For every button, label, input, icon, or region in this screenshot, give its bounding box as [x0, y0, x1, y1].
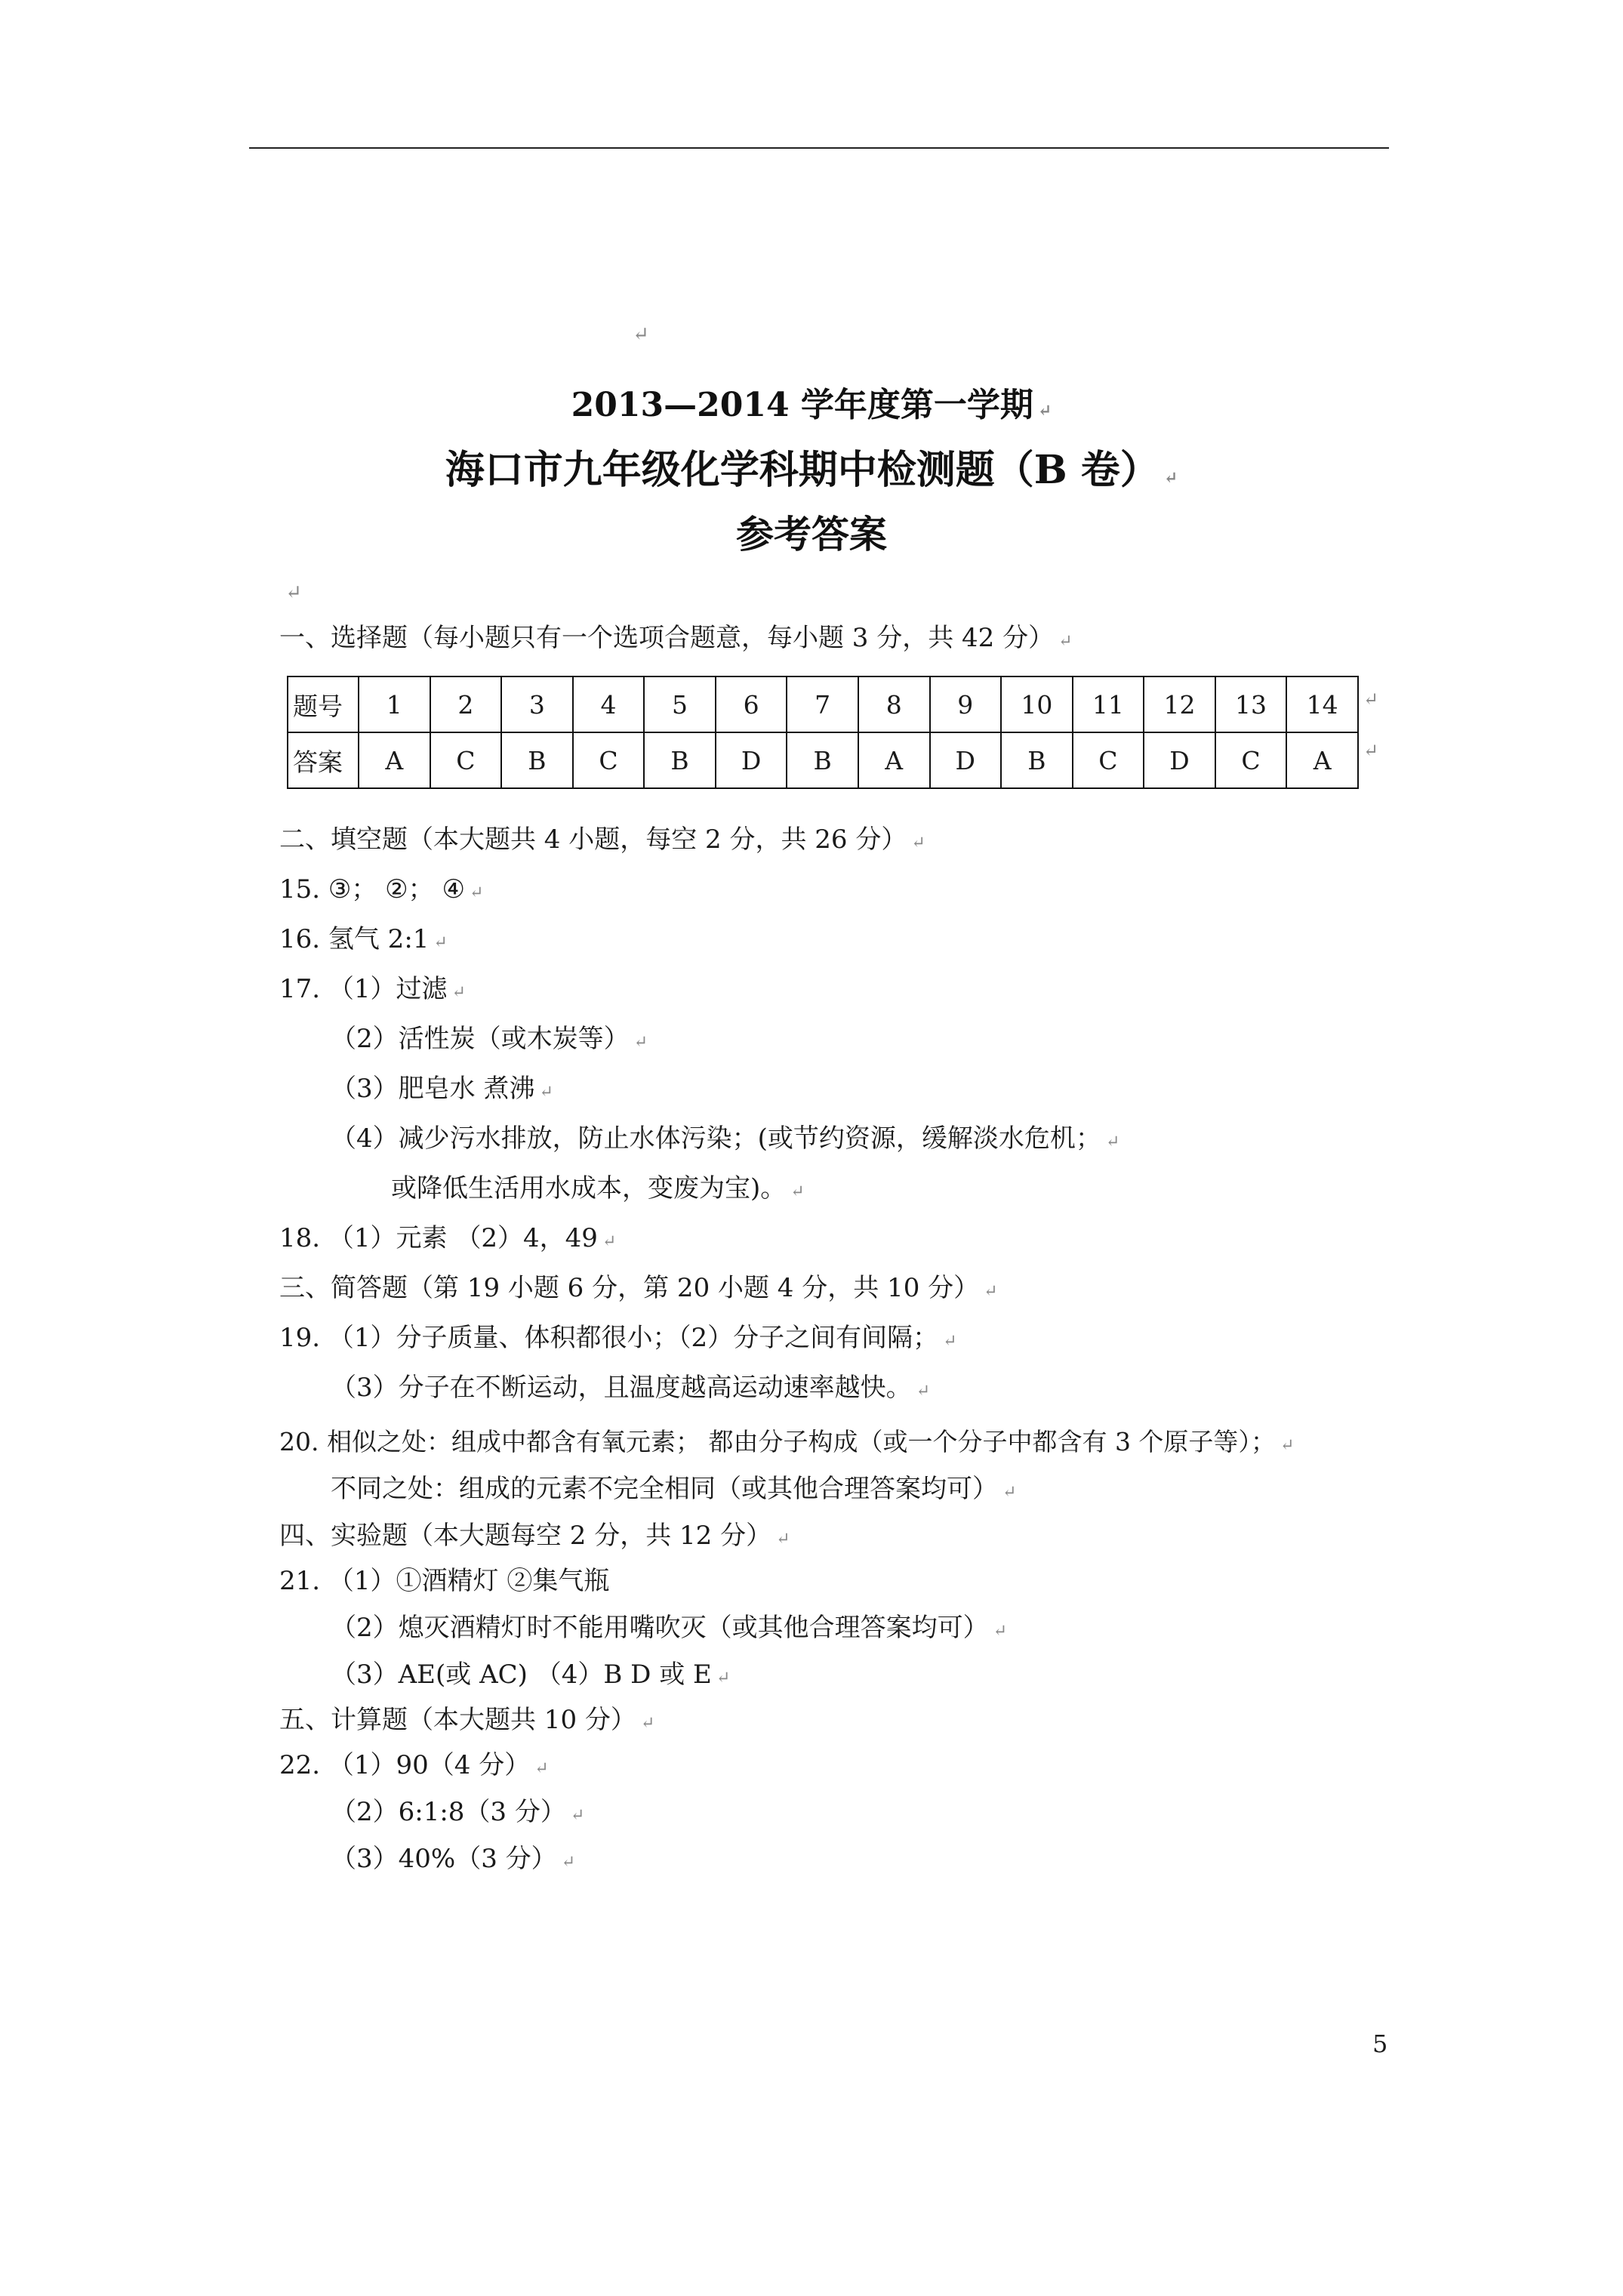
table-cell: A: [858, 732, 930, 788]
table-cell: 10: [1001, 676, 1073, 732]
paragraph-mark: ↵: [776, 1530, 790, 1549]
paragraph-mark: ↵: [633, 323, 649, 346]
paragraph-mark: ↵: [1105, 1133, 1120, 1151]
table-row-numbers: [288, 676, 1358, 732]
section-4-heading: 四、实验题（本大题每空 2 分，共 12 分） ↵: [279, 1521, 790, 1551]
answer-15: 15. ③； ②； ④ ↵: [279, 874, 484, 905]
table-cell: D: [930, 732, 1002, 788]
page-number: 5: [1372, 2029, 1388, 2058]
paragraph-mark: ↵: [633, 1033, 648, 1052]
table-cell: 6: [716, 676, 787, 732]
paragraph-mark: ↵: [943, 1332, 957, 1351]
document-title-exam: 海口市九年级化学科期中检测题（B 卷） ↵: [445, 447, 1178, 493]
paragraph-mark: ↵: [993, 1622, 1008, 1641]
answer-17-4-continued: 或降低生活用水成本，变废为宝)。 ↵: [391, 1173, 805, 1203]
table-cell: B: [787, 732, 858, 788]
table-cell: B: [644, 732, 716, 788]
paragraph-mark: ↵: [451, 983, 466, 1002]
answer-16: 16. 氢气 2:1 ↵: [279, 924, 448, 954]
paragraph-mark: ↵: [602, 1232, 617, 1251]
paragraph-mark: ↵: [1037, 401, 1052, 421]
section-1-heading: 一、选择题（每小题只有一个选项合题意，每小题 3 分，共 42 分） ↵: [279, 623, 1073, 653]
answer-22-3: （3）40%（3 分） ↵: [331, 1844, 576, 1874]
table-cell: 13: [1215, 676, 1287, 732]
paragraph-mark: ↵: [1002, 1483, 1017, 1502]
table-cell: C: [1073, 732, 1144, 788]
section-2-heading: 二、填空题（本大题共 4 小题，每空 2 分，共 26 分） ↵: [279, 824, 925, 855]
row-label-answer: 答案: [288, 732, 359, 788]
paragraph-mark: ↵: [433, 933, 448, 952]
document-title-year: 2013—2014 学年度第一学期 ↵: [571, 386, 1052, 424]
header-rule: [249, 147, 1389, 149]
paragraph-mark: ↵: [469, 883, 484, 902]
table-cell: D: [1144, 732, 1215, 788]
table-cell: 3: [501, 676, 573, 732]
paragraph-mark: ↵: [716, 1669, 731, 1687]
paragraph-mark: ↵: [640, 1714, 655, 1733]
paragraph-mark: ↵: [534, 1759, 549, 1778]
answer-20-differences: 不同之处：组成的元素不完全相同（或其他合理答案均可） ↵: [331, 1474, 1017, 1504]
document-title-answer-key: 参考答案: [736, 512, 887, 556]
answer-21-2: （2）熄灭酒精灯时不能用嘴吹灭（或其他合理答案均可） ↵: [331, 1613, 1008, 1643]
answer-17-3: （3）肥皂水 煮沸 ↵: [331, 1074, 553, 1104]
paragraph-mark: ↵: [1163, 468, 1178, 488]
answer-17-4: （4）减少污水排放，防止水体污染；(或节约资源，缓解淡水危机； ↵: [331, 1123, 1120, 1154]
paragraph-mark: ↵: [539, 1083, 553, 1102]
table-cell: 7: [787, 676, 858, 732]
paragraph-mark: ↵: [1363, 740, 1379, 761]
answer-17-2: （2）活性炭（或木炭等） ↵: [331, 1024, 648, 1054]
table-cell: 5: [644, 676, 716, 732]
table-cell: 12: [1144, 676, 1215, 732]
table-cell: A: [1286, 732, 1358, 788]
answer-18: 18. （1）元素 （2）4，49 ↵: [279, 1223, 617, 1253]
paragraph-mark: ↵: [1280, 1436, 1295, 1455]
answer-table: [287, 676, 1359, 789]
paragraph-mark: ↵: [916, 1382, 931, 1401]
answer-19: 19. （1）分子质量、体积都很小；（2）分子之间有间隔； ↵: [279, 1323, 957, 1353]
table-cell: C: [1215, 732, 1287, 788]
answer-19-3: （3）分子在不断运动，且温度越高运动速率越快。 ↵: [331, 1373, 931, 1403]
table-cell: 2: [430, 676, 502, 732]
paragraph-mark: ↵: [911, 834, 925, 852]
answer-20-similarities: 20. 相似之处：组成中都含有氧元素； 都由分子构成（或一个分子中都含有 3 个原子等）； ↵: [279, 1427, 1295, 1456]
table-cell: C: [430, 732, 502, 788]
paragraph-mark: ↵: [285, 581, 302, 604]
table-cell: 1: [359, 676, 430, 732]
paragraph-mark: ↵: [561, 1853, 576, 1872]
answer-17-1: 17. （1）过滤 ↵: [279, 974, 466, 1004]
answer-22-2: （2）6:1:8（3 分） ↵: [331, 1797, 585, 1827]
paragraph-mark: ↵: [790, 1182, 805, 1201]
answer-21-3: （3）AE(或 AC) （4）B D 或 E ↵: [331, 1660, 731, 1690]
table-cell: 4: [573, 676, 645, 732]
paragraph-mark: ↵: [1363, 689, 1379, 710]
section-5-heading: 五、计算题（本大题共 10 分） ↵: [279, 1705, 655, 1735]
table-cell: B: [501, 732, 573, 788]
table-cell: C: [573, 732, 645, 788]
table-cell: 9: [930, 676, 1002, 732]
table-cell: A: [359, 732, 430, 788]
paragraph-mark: ↵: [984, 1282, 998, 1301]
table-cell: B: [1001, 732, 1073, 788]
table-cell: 11: [1073, 676, 1144, 732]
paragraph-mark: ↵: [1058, 632, 1073, 651]
paragraph-mark: ↵: [570, 1806, 585, 1825]
table-cell: D: [716, 732, 787, 788]
row-label-number: 题号: [288, 676, 359, 732]
table-row-answers: [288, 732, 1358, 788]
answer-21-1: 21. （1）①酒精灯 ②集气瓶: [279, 1566, 610, 1596]
answer-22-1: 22. （1）90（4 分） ↵: [279, 1750, 549, 1780]
table-cell: 14: [1286, 676, 1358, 732]
section-3-heading: 三、简答题（第 19 小题 6 分，第 20 小题 4 分，共 10 分） ↵: [279, 1273, 998, 1303]
table-cell: 8: [858, 676, 930, 732]
